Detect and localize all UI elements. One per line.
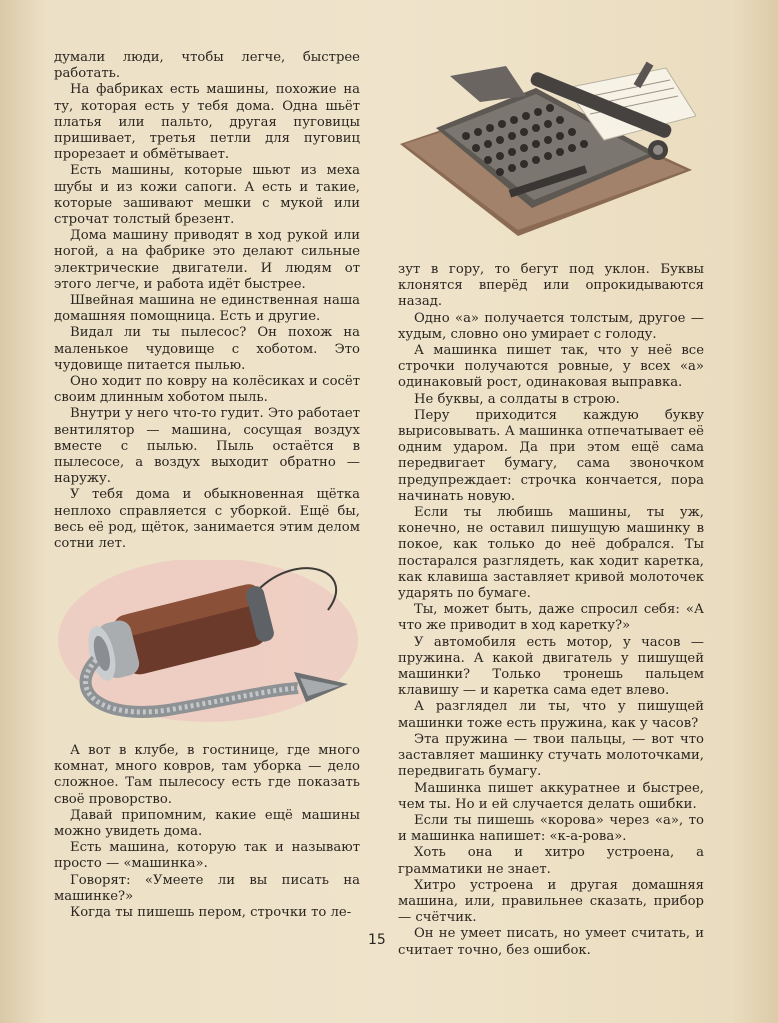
paragraph: Он не умеет писать, но умеет считать, и считает точно, без ошибок. — [398, 926, 704, 958]
paragraph: У автомобиля есть мотор, у часов — пружина. А какой двигатель у пишущей машинки? Только тронешь пальцем клавишу — и каретка сама едет влево. — [398, 634, 704, 699]
paragraph: Хоть она и хитро устроена, а грамматики не знает. — [398, 845, 704, 877]
paragraph: Машинка пишет аккуратнее и быстрее, чем ты. Но и ей случается делать ошибки. — [398, 780, 704, 812]
paragraph: Внутри у него что-то гудит. Это работает вентилятор — машина, сосущая воздух вместе с пылью. Пыль остаётся в пылесосе, а воздух выходит обратно — наружу. — [54, 406, 360, 487]
typewriter-illustration — [396, 58, 696, 238]
paragraph: Хитро устроена и другая домашняя машина, или, правильнее сказать, прибор — счётчик. — [398, 877, 704, 926]
paragraph: А разглядел ли ты, что у пишущей машинки тоже есть пружина, как у часов? — [398, 699, 704, 731]
paragraph: Оно ходит по ковру на колёсиках и сосёт своим длинным хоботом пыль. — [54, 374, 360, 406]
paragraph: На фабриках есть машины, похожие на ту, которая есть у тебя дома. Одна шьёт платья или пальто, другая пуговицы пришивает, третья петли для пуговиц прорезает и обмётывает. — [54, 82, 360, 163]
paragraph: Эта пружина — твои пальцы, — вот что заставляет машинку стучать молоточками, передвигать бумагу. — [398, 731, 704, 780]
paragraph: А машинка пишет так, что у неё все строчки получаются ровные, у всех «а» одинаковый рост, одинаковая выправка. — [398, 343, 704, 391]
paragraph: Одно «а» получается толстым, другое — худым, словно оно умирает с голоду. — [398, 310, 704, 342]
vacuum-cleaner-illustration — [58, 560, 368, 730]
paragraph: Есть машина, которую так и называют просто — «машинка». — [54, 840, 360, 872]
paragraph: зут в гору, то бегут под уклон. Буквы клонятся вперёд или опрокидываются назад. — [398, 262, 704, 310]
paragraph: Если ты пишешь «корова» через «а», то и машинка напишет: «к-а-рова». — [398, 812, 704, 845]
paragraph: Не буквы, а солдаты в строю. — [414, 391, 620, 407]
paragraph: Ты, может быть, даже спросил себя: «А что же приводит в ход каретку?» — [398, 602, 704, 634]
paragraph: А вот в клубе, в гостинице, где много комнат, много ковров, там уборка — дело сложное. Там пылесосу есть где показать своё проворство. — [54, 743, 360, 807]
paragraph: Если ты любишь машины, ты уж, конечно, не оставил пишущую машинку в покое, как только до неё добрался. Ты постарался разглядеть, как ходит каретка, как клавиша заставляет кривой молоточек ударять по бумаге. — [398, 505, 704, 602]
paragraph: Швейная машина не единственная наша домашняя помощница. Есть и другие. — [54, 293, 360, 325]
paragraph: Видал ли ты пылесос? Он похож на маленькое чудовище с хоботом. Это чудовище питается пылью. — [54, 325, 360, 373]
paragraph: Перу приходится каждую букву вырисовывать. А машинка отпечатывает её одним ударом. Да при этом ещё сама передвигает бумагу, сама звоночком предупреждает: строчка кончается, пора начинать новую. — [398, 407, 704, 504]
paragraph: Говорят: «Умеете ли вы писать на машинке?» — [54, 872, 360, 904]
paragraph: У тебя дома и обыкновенная щётка неплохо справляется с уборкой. Ещё бы, весь её род, щёток, занимается этим делом сотни лет. — [54, 487, 360, 552]
left-column-top — [54, 50, 360, 552]
paragraph: Дома машину приводят в ход рукой или ногой, а на фабрике это делают сильные электрические двигатели. И людям от этого легче, и работа идёт быстрее. — [54, 228, 360, 292]
left-column-bottom — [54, 743, 360, 921]
paragraph: Есть машины, которые шьют из меха шубы и из кожи сапоги. А есть и такие, которые зашивают мешки с мукой или строчат толстый брезент. — [54, 163, 360, 228]
right-column — [398, 262, 704, 959]
paragraph: Когда ты пишешь пером, строчки то ле- — [70, 905, 352, 921]
paragraph: Давай припомним, какие ещё машины можно увидеть дома. — [54, 807, 360, 840]
paragraph: думали люди, чтобы легче, быстрее работать. — [54, 50, 360, 82]
page-number: 15 — [368, 932, 386, 948]
